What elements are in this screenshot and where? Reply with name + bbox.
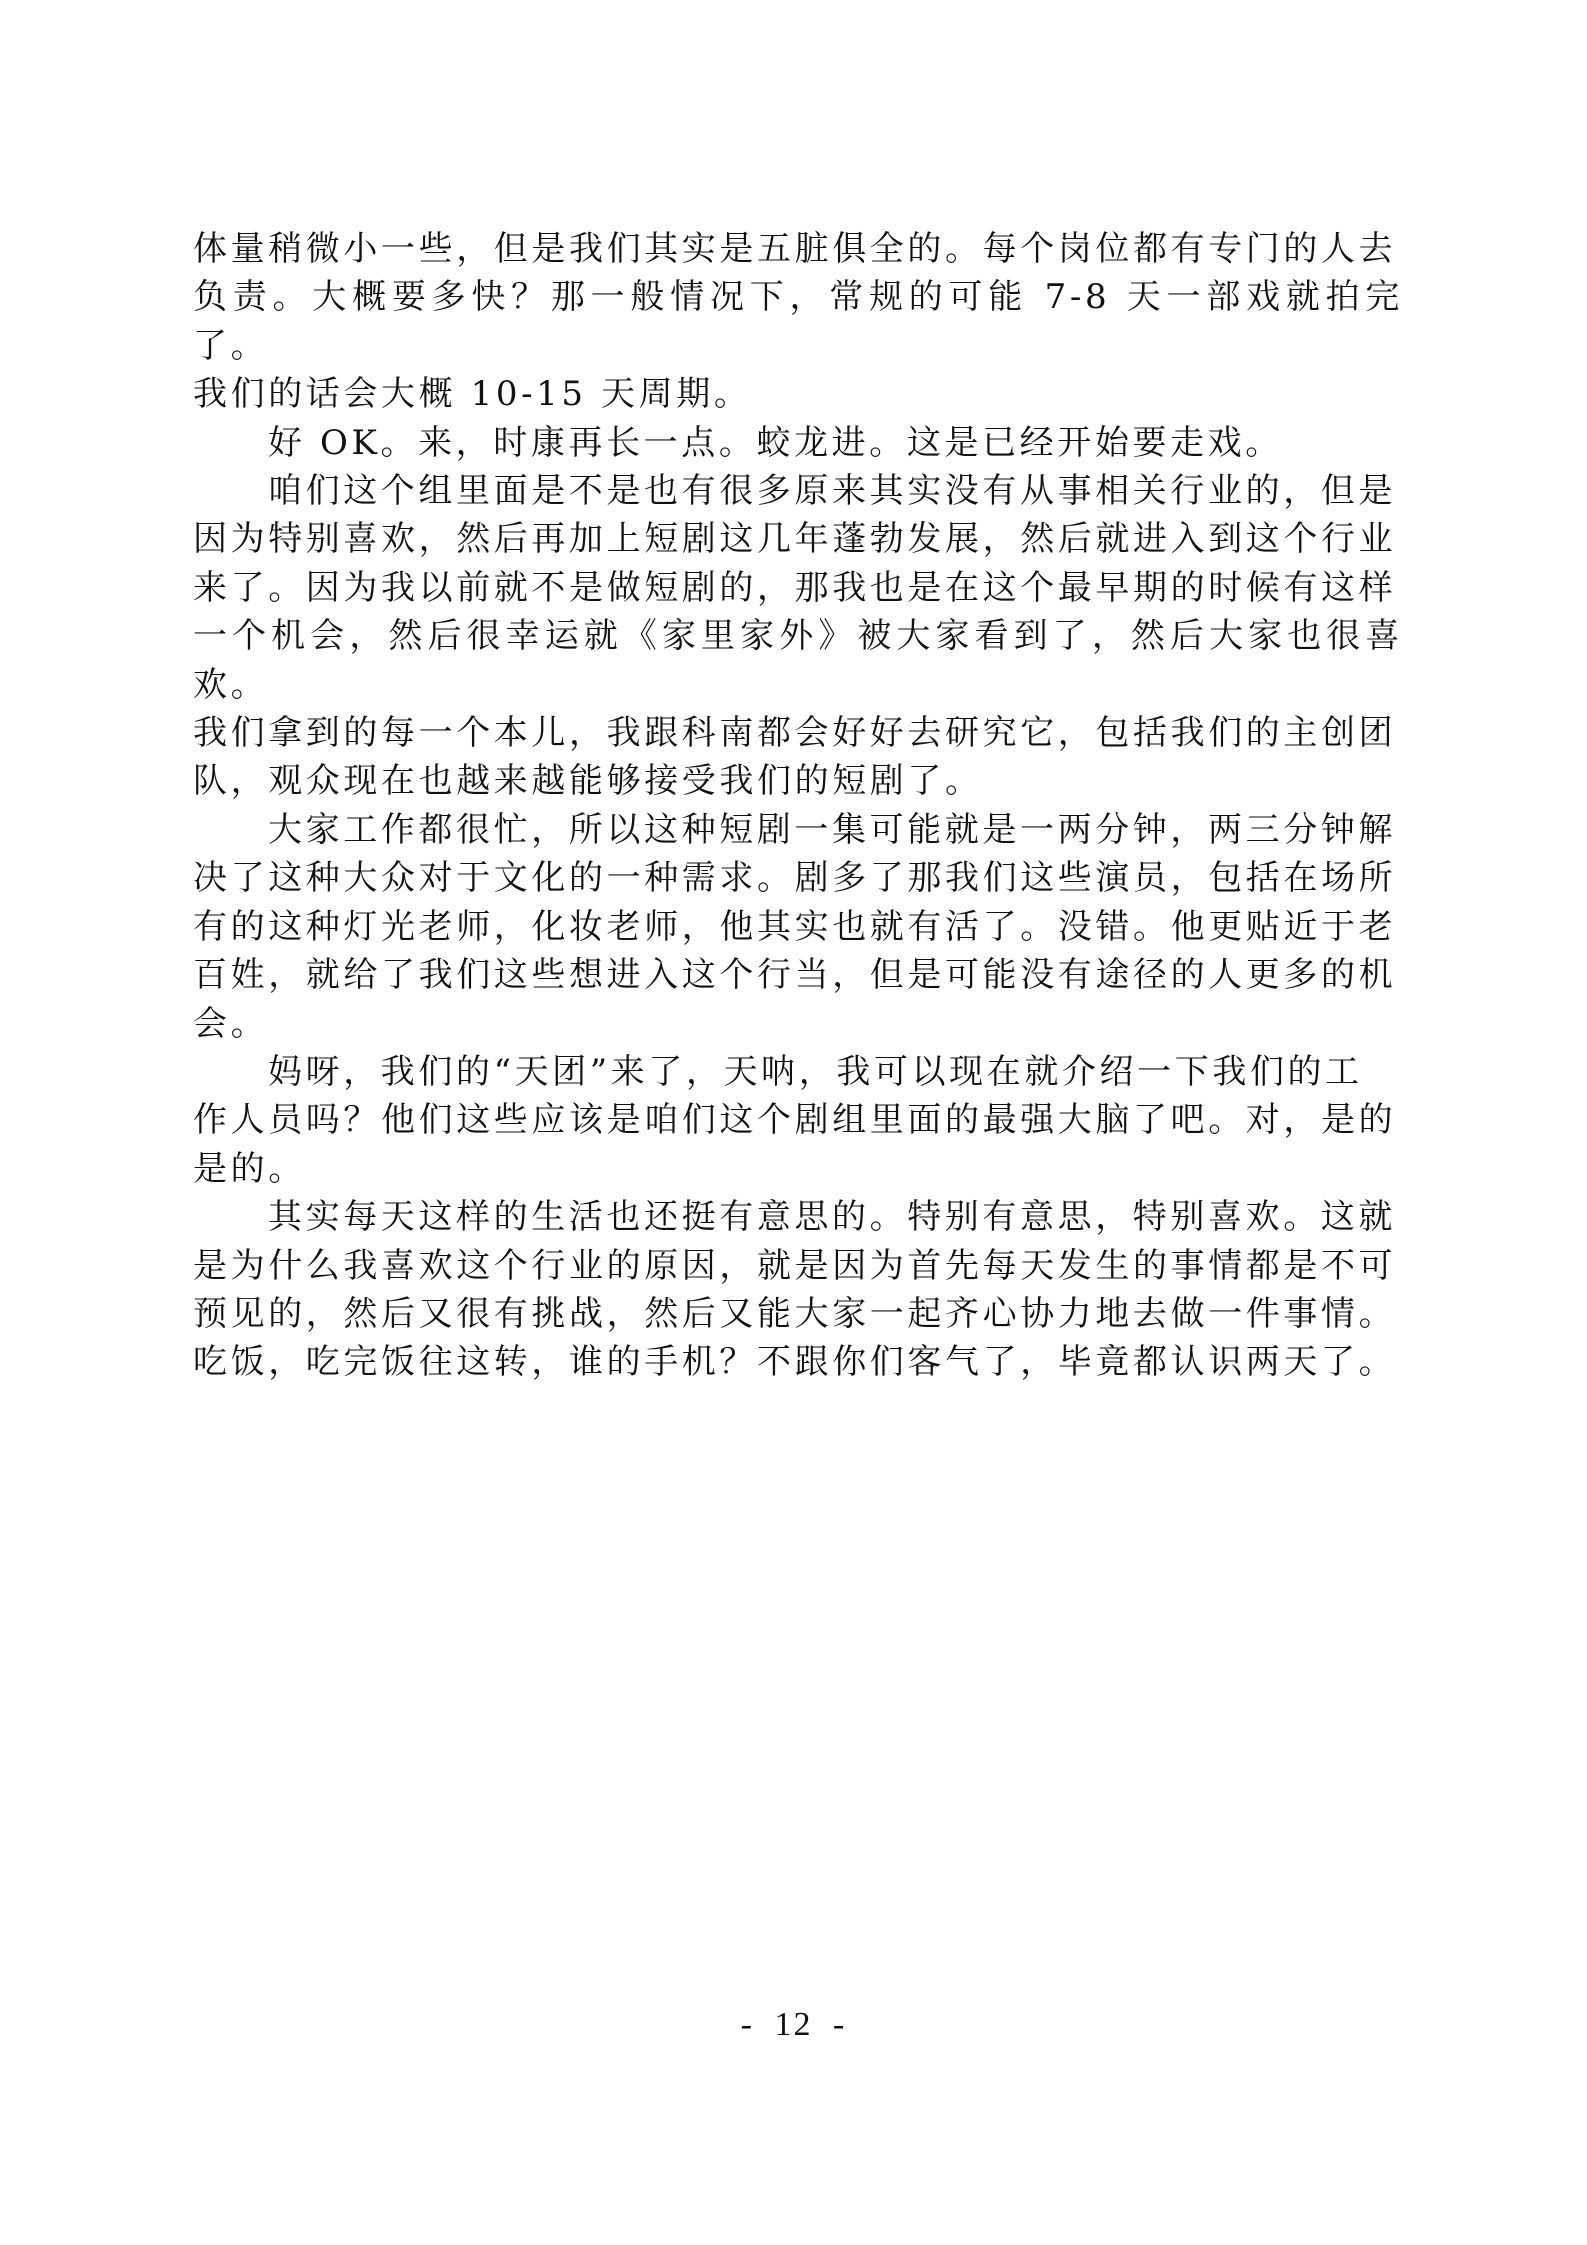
text-line: 体量稍微小一些，但是我们其实是五脏俱全的。每个岗位都有专门的人去 (193, 229, 1397, 269)
text-line: 咱们这个组里面是不是也有很多原来其实没有从事相关行业的，但是 (268, 471, 1396, 512)
text-line: 是的。 (193, 1148, 306, 1189)
text-line: 决了这种大众对于文化的一种需求。剧多了那我们这些演员，包括在场所 (193, 858, 1397, 899)
text-line: 是为什么我喜欢这个行业的原因，就是因为首先每天发生的事情都是不可 (193, 1245, 1397, 1286)
text-line: 我们拿到的每一个本儿，我跟科南都会好好去研究它，包括我们的主创团 (193, 713, 1397, 754)
text-line: 预见的，然后又很有挑战，然后又能大家一起齐心协力地去做一件事情。 (193, 1293, 1397, 1334)
text-line: 其实每天这样的生活也还挺有意思的。特别有意思，特别喜欢。这就 (268, 1197, 1396, 1238)
text-line: 我们的话会大概 10-15 天周期。 (193, 374, 752, 415)
text-line: 好 OK。来，时康再长一点。蛟龙进。这是已经开始要走戏。 (268, 422, 1283, 463)
text-line: 一个机会，然后很幸运就《家里家外》被大家看到了，然后大家也很喜欢。 (193, 616, 1403, 705)
text-line: 作人员吗？他们这些应该是咱们这个剧组里面的最强大脑了吧。对，是的 (193, 1100, 1397, 1141)
paragraph-1 (193, 225, 1403, 419)
paragraph-3 (193, 467, 1403, 806)
text-line: 吃饭，吃完饭往这转，谁的手机？不跟你们客气了，毕竟都认识两天了。 (193, 1342, 1397, 1383)
text-line: 来了。因为我以前就不是做短剧的，那我也是在这个最早期的时候有这样 (193, 567, 1397, 608)
page-number: - 12 - (740, 2006, 847, 2043)
paragraph-4 (193, 806, 1403, 1048)
paragraph-2 (193, 419, 1403, 467)
paragraph-6 (193, 1193, 1403, 1387)
text-line: 会。 (193, 1003, 269, 1044)
text-line: 队，观众现在也越来越能够接受我们的短剧了。 (193, 761, 983, 802)
text-line: 大家工作都很忙，所以这种短剧一集可能就是一两分钟，两三分钟解 (268, 809, 1396, 850)
paragraph-5 (193, 1048, 1403, 1193)
body-text (193, 225, 1403, 1387)
text-line: 百姓，就给了我们这些想进入这个行当，但是可能没有途径的人更多的机 (193, 955, 1397, 996)
text-line: 有的这种灯光老师，化妆老师，他其实也就有活了。没错。他更贴近于老 (193, 906, 1397, 947)
text-line: 因为特别喜欢，然后再加上短剧这几年蓬勃发展，然后就进入到这个行业 (193, 519, 1397, 560)
text-line: 负责。大概要多快？那一般情况下，常规的可能 7-8 天一部戏就拍完了。 (193, 277, 1403, 366)
text-line: 妈呀，我们的“天团”来了，天呐，我可以现在就介绍一下我们的工 (268, 1051, 1363, 1092)
